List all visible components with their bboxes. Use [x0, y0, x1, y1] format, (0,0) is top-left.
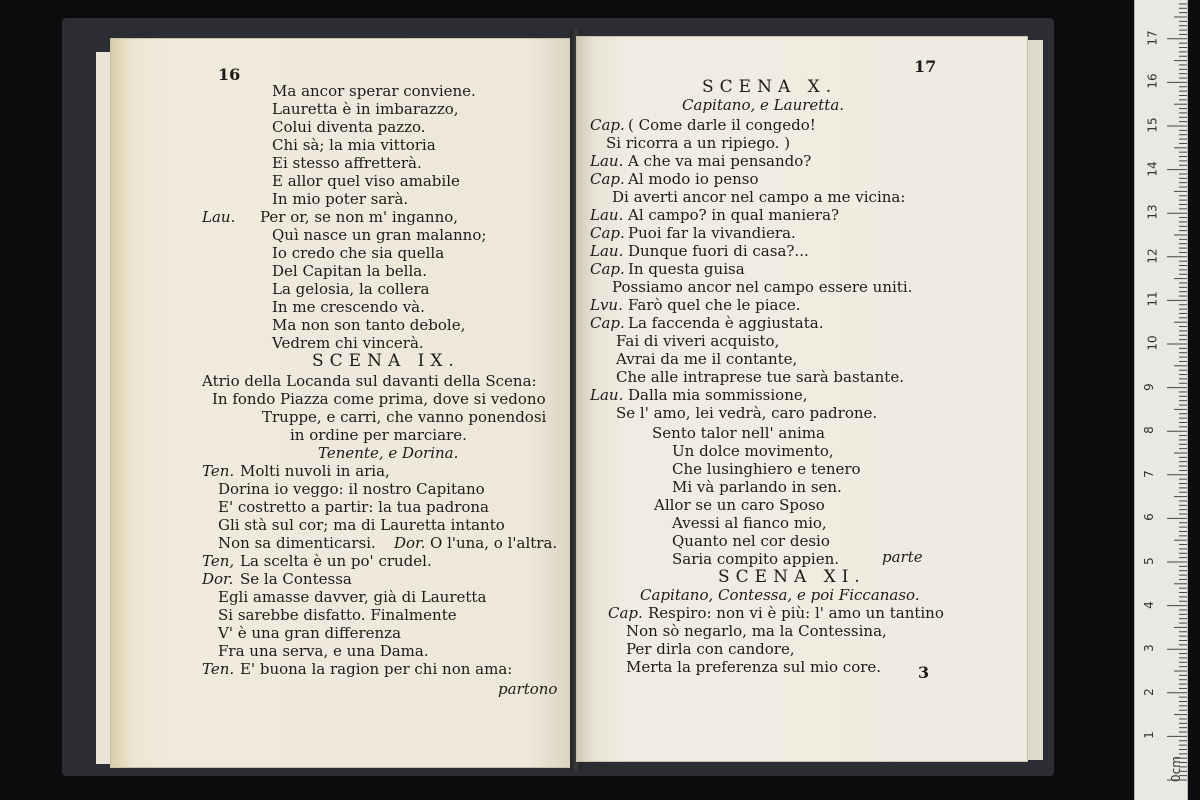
stage-direction-exit: parte [882, 548, 923, 566]
aria-line: Allor se un caro Sposo [654, 496, 825, 514]
verse-line: Se l' amo, lei vedrà, caro padrone. [616, 404, 878, 422]
verse-line: A che va mai pensando? [628, 152, 812, 170]
character-list: Capitano, e Lauretta. [682, 96, 845, 114]
verse-line: In mio poter sarà. [272, 190, 409, 208]
aria-line: Mi và parlando in sen. [672, 478, 842, 496]
verse-line: In questa guisa [628, 260, 745, 278]
speaker-label: Cap. [590, 314, 625, 332]
speaker-label: Lau. [590, 242, 624, 260]
signature-mark: 3 [918, 663, 930, 682]
stage-direction: Atrio della Locanda sul davanti della Scena: [202, 372, 537, 390]
verse-line: Non sò negarlo, ma la Contessina, [626, 622, 887, 640]
ruler-tick-label: 4 [1141, 600, 1156, 609]
ruler-tick-label: 10 [1145, 335, 1160, 351]
verse-line: Ma ancor sperar conviene. [272, 82, 476, 100]
right-page [576, 36, 1028, 762]
stage-direction: In fondo Piazza come prima, dove si vedono [212, 390, 546, 408]
verse-line: Dunque fuori di casa?... [628, 242, 809, 260]
verse-line: Di averti ancor nel campo a me vicina: [612, 188, 906, 206]
speaker-label: Lau. [202, 208, 236, 226]
verse-line: E allor quel viso amabile [272, 172, 460, 190]
verse-line: Fra una serva, e una Dama. [218, 642, 429, 660]
aria-line: Saria compito appien. [672, 550, 840, 568]
ruler-tick-label: 3 [1141, 644, 1156, 653]
speaker-label: Cap. [590, 224, 625, 242]
ruler-unit-label: 0cm [1168, 756, 1183, 782]
aria-line: Sento talor nell' anima [652, 424, 825, 442]
verse-line: Molti nuvoli in aria, [240, 462, 390, 480]
verse-line: Vedrem chi vincerà. [272, 334, 424, 352]
ruler-tick-label: 11 [1145, 291, 1160, 308]
ruler-tick-label: 7 [1141, 469, 1156, 478]
verse-line: La scelta è un po' crudel. [240, 552, 432, 570]
verse-line: Possiamo ancor nel campo essere uniti. [612, 278, 913, 296]
ruler-tick-label: 15 [1145, 117, 1160, 133]
ruler-scale [1135, 0, 1187, 800]
ruler-tick-label: 13 [1145, 204, 1160, 220]
aria-line: Avessi al fianco mio, [672, 514, 827, 532]
speaker-label: Cap. [590, 260, 625, 278]
speaker-label: Lau. [590, 152, 624, 170]
speaker-label: Lau. [590, 386, 624, 404]
aria-line: Che lusinghiero e tenero [672, 460, 861, 478]
verse-line: E' buona la ragion per chi non ama: [240, 660, 513, 678]
speaker-label: Cap. [590, 116, 625, 134]
verse-line: Lauretta è in imbarazzo, [272, 100, 459, 118]
verse-line: La gelosia, la collera [272, 280, 430, 298]
speaker-label: Lau. [590, 206, 624, 224]
character-list: Tenente, e Dorina. [318, 444, 459, 462]
verse-line: Del Capitan la bella. [272, 262, 427, 280]
verse-line: Chi sà; la mia vittoria [272, 136, 436, 154]
scene-heading: SCENA IX. [312, 351, 460, 371]
page-number: 16 [218, 65, 241, 84]
verse-line: Dorina io veggo: il nostro Capitano [218, 480, 485, 498]
verse-line: Che alle intraprese tue sarà bastante. [616, 368, 904, 386]
verse-line: Dalla mia sommissione, [628, 386, 808, 404]
verse-line: V' è una gran differenza [218, 624, 402, 642]
aria-line: Un dolce movimento, [672, 442, 834, 460]
verse-line: Ma non son tanto debole, [272, 316, 466, 334]
ruler-tick-label: 1 [1141, 731, 1156, 740]
verse-line: Egli amasse davver, già di Lauretta [218, 588, 487, 606]
verse-line: Quì nasce un gran malanno; [272, 226, 487, 244]
scene-heading: SCENA X. [702, 77, 838, 97]
ruler-tick-label: 5 [1141, 557, 1156, 565]
speaker-label: Cap. [590, 170, 625, 188]
verse-line: La faccenda è aggiustata. [628, 314, 824, 332]
verse-line: Se la Contessa [240, 570, 352, 588]
speaker-label: Ten, [202, 552, 235, 570]
ruler-tick-label: 14 [1145, 160, 1160, 177]
verse-line: Avrai da me il contante, [616, 350, 798, 368]
ruler-tick-label: 12 [1145, 248, 1160, 264]
verse-line: Io credo che sia quella [272, 244, 445, 262]
scene-heading: SCENA XI. [718, 567, 866, 587]
verse-line: Respiro: non vi è più: l' amo un tantino [648, 604, 944, 622]
verse-line: O l'una, o l'altra. [430, 534, 558, 552]
stage-direction-exit: partono [498, 680, 558, 698]
verse-line: Ei stesso affretterà. [272, 154, 422, 172]
speaker-label: Dor. [202, 570, 234, 588]
verse-line: Non sa dimenticarsi. [218, 534, 376, 552]
ruler-tick-label: 16 [1145, 73, 1160, 90]
stage-direction: Truppe, e carri, che vanno ponendosi [262, 408, 547, 426]
ruler-tick-label: 2 [1141, 687, 1156, 696]
speaker-label: Lvu. [590, 296, 623, 314]
verse-line: E' costretto a partir: la tua padrona [218, 498, 490, 516]
verse-line: Gli stà sul cor; ma di Lauretta intanto [218, 516, 505, 534]
ruler-tick-label: 8 [1141, 426, 1156, 435]
character-list: Capitano, Contessa, e poi Ficcanaso. [640, 586, 920, 604]
verse-line: Puoi far la vivandiera. [628, 224, 796, 242]
page-number: 17 [914, 57, 937, 76]
ruler-tick-label: 17 [1145, 30, 1160, 46]
speaker-label: Ten. [202, 462, 235, 480]
speaker-label: Cap. [608, 604, 643, 622]
verse-line: Farò quel che le piace. [628, 296, 801, 314]
verse-line: ( Come darle il congedo! [628, 116, 816, 134]
aria-line: Quanto nel cor desio [672, 532, 830, 550]
ruler-tick-label: 6 [1141, 513, 1156, 522]
verse-line: Merta la preferenza sul mio core. [626, 658, 882, 676]
verse-line: Al campo? in qual maniera? [628, 206, 840, 224]
verse-line: Si ricorra a un ripiego. ) [606, 134, 791, 152]
measuring-ruler [1134, 0, 1188, 800]
verse-line: In me crescendo và. [272, 298, 425, 316]
verse-line: Si sarebbe disfatto. Finalmente [218, 606, 457, 624]
speaker-label: Dor. [394, 534, 426, 552]
verse-line: Colui diventa pazzo. [272, 118, 426, 136]
stage-direction: in ordine per marciare. [290, 426, 467, 444]
speaker-label: Ten. [202, 660, 235, 678]
verse-line: Per dirla con candore, [626, 640, 795, 658]
ruler-tick-label: 9 [1141, 382, 1156, 391]
verse-line: Per or, se non m' inganno, [260, 208, 459, 226]
verse-line: Fai di viveri acquisto, [616, 332, 780, 350]
left-page [110, 38, 576, 768]
verse-line: Al modo io penso [628, 170, 759, 188]
